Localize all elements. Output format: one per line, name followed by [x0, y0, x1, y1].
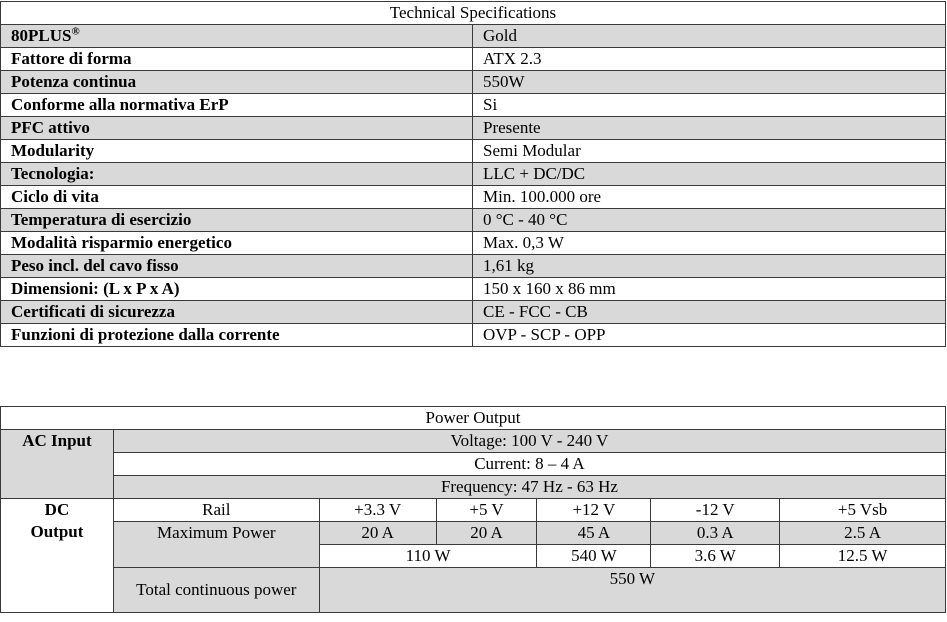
spec-label: PFC attivo: [1, 117, 473, 140]
rail-cell: +5 Vsb: [780, 499, 946, 522]
spec-label: 80PLUS®: [1, 25, 473, 48]
spec-row: [1, 278, 946, 301]
max-amps-cell: 45 A: [537, 522, 651, 545]
watts-m12v-cell: 3.6 W: [651, 545, 780, 568]
spec-value: 0 °C - 40 °C: [473, 209, 946, 232]
spec-label: Certificati di sicurezza: [1, 301, 473, 324]
spec-row: [1, 25, 946, 48]
spec-value: OVP - SCP - OPP: [473, 324, 946, 347]
spec-label: Funzioni di protezione dalla corrente: [1, 324, 473, 347]
spec-row: [1, 163, 946, 186]
max-amps-cell: 20 A: [436, 522, 537, 545]
watts-5vsb-cell: 12.5 W: [780, 545, 946, 568]
ac-current: Current: 8 – 4 A: [113, 453, 945, 476]
spec-value: 1,61 kg: [473, 255, 946, 278]
spec-value: Semi Modular: [473, 140, 946, 163]
rail-label: Rail: [113, 499, 319, 522]
rail-cell: -12 V: [651, 499, 780, 522]
spec-value: Si: [473, 94, 946, 117]
spec-row: [1, 94, 946, 117]
rail-cell: +12 V: [537, 499, 651, 522]
dc-output-label: DC Output: [1, 499, 114, 613]
spec-value: CE - FCC - CB: [473, 301, 946, 324]
total-power-value: 550 W: [319, 568, 945, 613]
watts-12v-cell: 540 W: [537, 545, 651, 568]
spec-row: [1, 186, 946, 209]
spec-value: 550W: [473, 71, 946, 94]
spec-value: Presente: [473, 117, 946, 140]
spec-row: [1, 117, 946, 140]
spec-value: 150 x 160 x 86 mm: [473, 278, 946, 301]
spec-row: [1, 71, 946, 94]
max-amps-cell: 0.3 A: [651, 522, 780, 545]
spec-row: [1, 209, 946, 232]
spec-label: Conforme alla normativa ErP: [1, 94, 473, 117]
spec-label: Modalità risparmio energetico: [1, 232, 473, 255]
spec-row: [1, 232, 946, 255]
spec-row: [1, 301, 946, 324]
ac-frequency: Frequency: 47 Hz - 63 Hz: [113, 476, 945, 499]
spec-value: Min. 100.000 ore: [473, 186, 946, 209]
ac-input-label: AC Input: [1, 430, 114, 499]
spec-label: Fattore di forma: [1, 48, 473, 71]
spec-label: Modularity: [1, 140, 473, 163]
spec-row: [1, 324, 946, 347]
spec-label: Potenza continua: [1, 71, 473, 94]
specs-title: Technical Specifications: [1, 2, 946, 25]
spec-value: Gold: [473, 25, 946, 48]
spec-value: LLC + DC/DC: [473, 163, 946, 186]
spec-value: Max. 0,3 W: [473, 232, 946, 255]
power-output-title: Power Output: [1, 407, 946, 430]
spec-row: [1, 48, 946, 71]
registered-mark: ®: [71, 25, 80, 38]
max-power-label: Maximum Power: [113, 522, 319, 568]
spec-label: Tecnologia:: [1, 163, 473, 186]
rail-cell: +5 V: [436, 499, 537, 522]
max-amps-cell: 20 A: [319, 522, 436, 545]
power-output-table: [0, 406, 946, 613]
ac-voltage: Voltage: 100 V - 240 V: [113, 430, 945, 453]
spec-label: Dimensioni: (L x P x A): [1, 278, 473, 301]
spec-row: [1, 255, 946, 278]
rail-cell: +3.3 V: [319, 499, 436, 522]
total-power-label: Total continuous power: [113, 568, 319, 613]
spec-label: Temperatura di esercizio: [1, 209, 473, 232]
spec-label: Ciclo di vita: [1, 186, 473, 209]
technical-specifications-table: [0, 1, 946, 347]
spec-value: ATX 2.3: [473, 48, 946, 71]
combined-watts-cell: 110 W: [319, 545, 537, 568]
spec-label: Peso incl. del cavo fisso: [1, 255, 473, 278]
spec-row: [1, 140, 946, 163]
max-amps-cell: 2.5 A: [780, 522, 946, 545]
